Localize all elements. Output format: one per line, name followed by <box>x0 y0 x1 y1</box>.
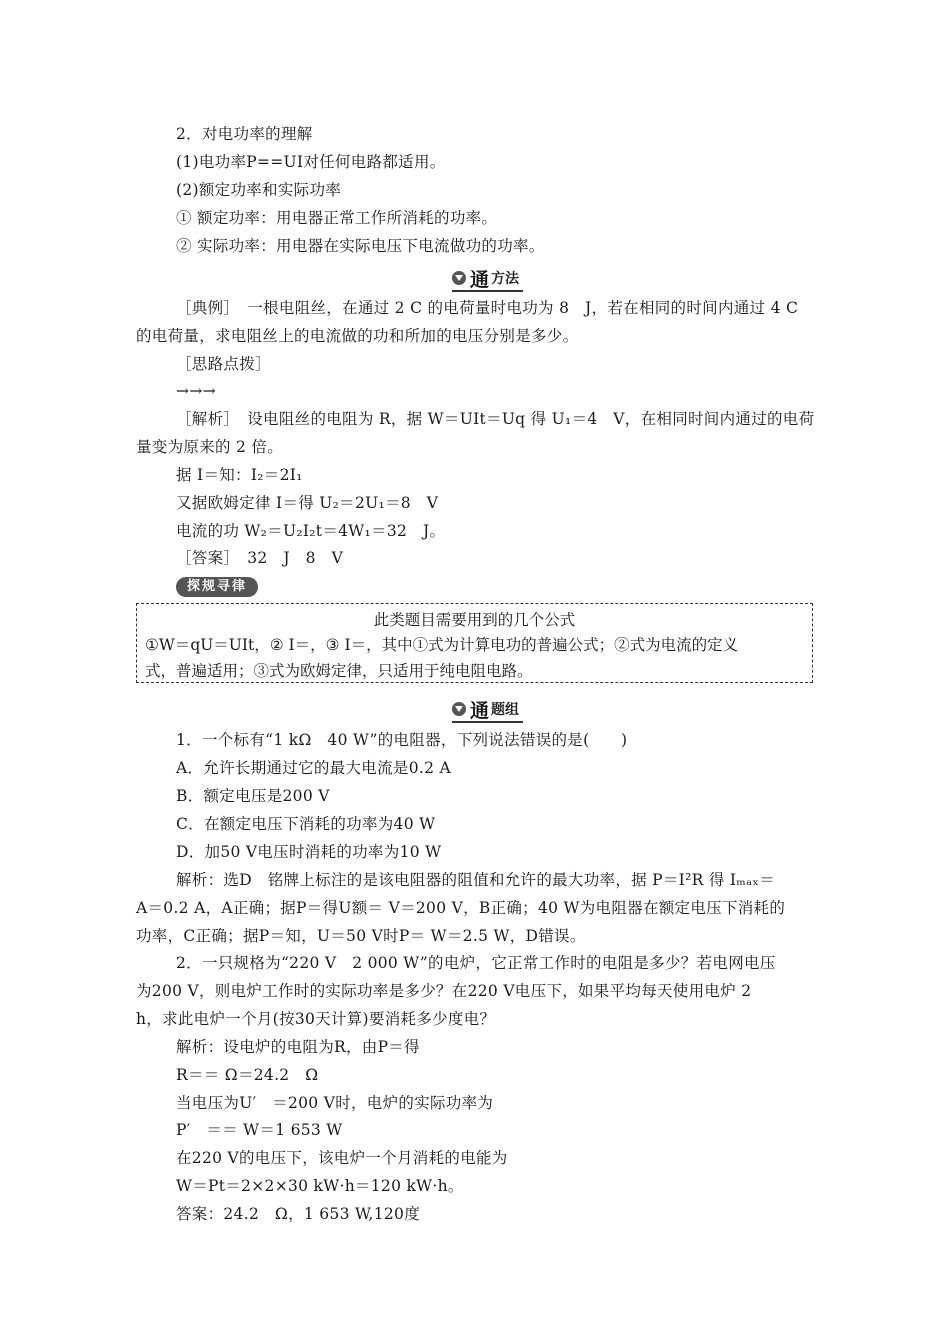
problem-group-tag <box>452 697 523 721</box>
actual-power-definition: ② 实际功率：用电器在实际电压下电流做功的功率。 <box>176 237 545 255</box>
section-heading: 2．对电功率的理解 <box>176 125 313 143</box>
solution-line: 在220 V的电压下，该电炉一个月消耗的电能为 <box>176 1149 508 1167</box>
solution-line: P′ ＝＝ W＝1 653 W <box>176 1121 343 1139</box>
option-d: D．加50 V电压时消耗的功率为10 W <box>176 843 442 861</box>
hint-label: ［思路点拨］ <box>176 355 271 373</box>
pattern-pill-label: 探规寻律 <box>176 577 258 597</box>
rated-actual-heading: (2)额定功率和实际功率 <box>176 181 342 199</box>
rated-power-definition: ① 额定功率：用电器正常工作所消耗的功率。 <box>176 209 498 227</box>
solution-line: 解析：选D 铭牌上标注的是该电阻器的阻值和允许的最大功率，据 P＝I²R 得 Iₘₐₓ＝ <box>176 871 776 889</box>
power-formula-line: (1)电功率P==UI对任何电路都适用。 <box>176 153 446 171</box>
down-triangle-icon <box>452 271 466 285</box>
solution-line: 当电压为U′ ＝200 V时，电炉的实际功率为 <box>176 1094 494 1112</box>
analysis-step: 电流的功 W₂＝U₂I₂t＝4W₁＝32 J。 <box>176 522 446 540</box>
analysis-line: ［解析］ 设电阻丝的电阻为 R，据 W＝UIt＝Uq 得 U₁＝4 V，在相同时间内通过的电荷 <box>176 410 815 428</box>
tag-sub-text: 方法 <box>491 271 520 287</box>
tag-sub-text: 题组 <box>491 702 520 718</box>
solution-line: W＝Pt＝2×2×30 kW·h＝120 kW·h。 <box>176 1177 464 1195</box>
solution-line: R＝＝ Ω＝24.2 Ω <box>176 1066 319 1084</box>
option-c: C．在额定电压下消耗的功率为40 W <box>176 815 436 833</box>
analysis-line: 量变为原来的 2 倍。 <box>136 438 284 456</box>
option-b: B．额定电压是200 V <box>176 787 330 805</box>
final-answer: 答案：24.2 Ω，1 653 W,120度 <box>176 1205 420 1223</box>
analysis-step: 又据欧姆定律 I＝得 U₂＝2U₁＝8 V <box>176 494 439 512</box>
question-stem: h，求此电炉一个月(按30天计算)要消耗多少度电？ <box>136 1010 496 1028</box>
box-line: ①W＝qU＝UIt，② I＝，③ I＝，其中①式为计算电功的普遍公式；②式为电流的定义 <box>145 636 739 654</box>
box-line: 式，普遍适用；③式为欧姆定律，只适用于纯电阻电路。 <box>145 662 533 680</box>
down-triangle-icon <box>452 702 466 716</box>
question-stem: 1．一个标有“1 kΩ 40 W”的电阻器，下列说法错误的是( ) <box>176 731 628 749</box>
formula-summary-box <box>136 603 813 683</box>
question-stem: 为200 V，则电炉工作时的实际功率是多少？在220 V电压下，如果平均每天使用电炉 2 <box>136 982 752 1000</box>
tag-main-text: 通 <box>470 268 490 291</box>
solution-line: 功率，C正确；据P＝知，U＝50 V时P＝ W＝2.5 W，D错误。 <box>136 927 586 945</box>
example-line: ［典例］ 一根电阻丝，在通过 2 C 的电荷量时电功为 8 J，若在相同的时间内通过 4 C <box>176 299 799 317</box>
example-answer: ［答案］ 32 J 8 V <box>176 549 344 567</box>
tag-main-text: 通 <box>470 699 490 722</box>
analysis-step: 据 I＝知：I₂＝2I₁ <box>176 466 303 484</box>
question-stem: 2．一只规格为“220 V 2 000 W”的电炉，它正常工作时的电阻是多少？若电网电压 <box>176 954 776 972</box>
solution-line: 解析：设电炉的电阻为R，由P＝得 <box>176 1038 420 1056</box>
arrows-row: →→→ <box>176 382 216 400</box>
option-a: A．允许长期通过它的最大电流是0.2 A <box>176 759 451 777</box>
box-title: 此类题目需要用到的几个公式 <box>373 611 576 629</box>
method-section-tag <box>452 266 523 290</box>
solution-line: A＝0.2 A，A正确；据P＝得U额＝ V＝200 V，B正确；40 W为电阻器在额定电压下消耗的 <box>136 899 786 917</box>
example-line: 的电荷量，求电阻丝上的电流做的功和所加的电压分别是多少。 <box>136 327 579 345</box>
